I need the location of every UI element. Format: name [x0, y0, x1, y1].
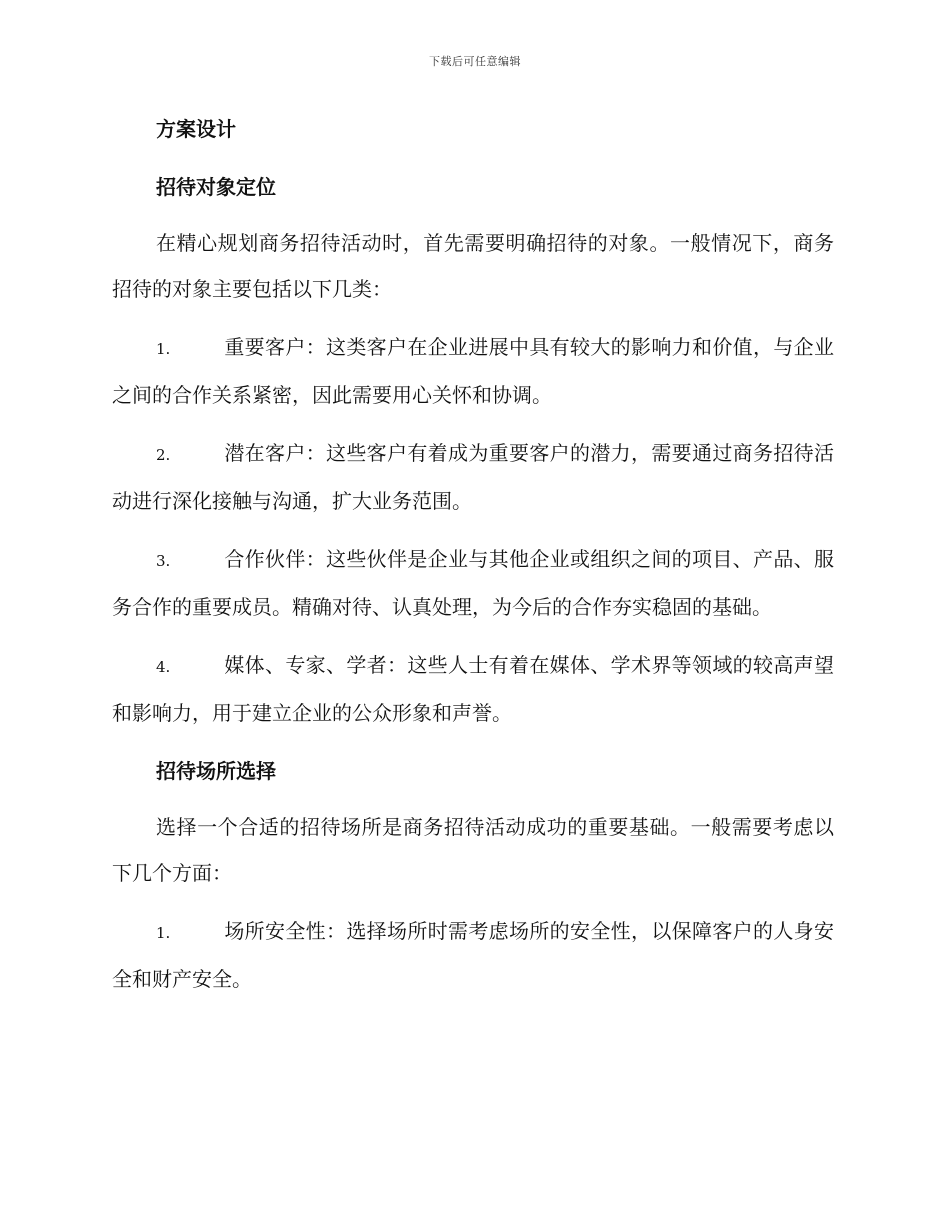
list-number: 1. — [156, 340, 171, 358]
list-text: 合作伙伴：这些伙伴是企业与其他企业或组织之间的项目、产品、服务合作的重要成员。精确对待、认真处理，为今后的合作夯实稳固的基础。 — [112, 547, 834, 619]
section-heading-venue-selection: 招待场所选择 — [156, 759, 276, 783]
list-item — [112, 324, 834, 418]
section-heading-guest-targeting: 招待对象定位 — [156, 175, 276, 199]
list-number: 3. — [156, 552, 171, 570]
list-text: 媒体、专家、学者：这些人士有着在媒体、学术界等领域的较高声望和影响力，用于建立企业的公众形象和声誉。 — [112, 653, 834, 725]
doc-title: 方案设计 — [156, 117, 236, 141]
list-text: 潜在客户：这些客户有着成为重要客户的潜力，需要通过商务招待活动进行深化接触与沟通，扩大业务范围。 — [112, 441, 834, 513]
list-text: 重要客户：这类客户在企业进展中具有较大的影响力和价值，与企业之间的合作关系紧密，因此需要用心关怀和协调。 — [112, 335, 834, 407]
list-item — [112, 908, 834, 1002]
list-item — [112, 536, 834, 630]
page-header-note: 下载后可任意编辑 — [429, 55, 521, 68]
document-body — [112, 112, 834, 1002]
list-number: 4. — [156, 658, 171, 676]
list-text: 场所安全性：选择场所时需考虑场所的安全性，以保障客户的人身安全和财产安全。 — [112, 919, 834, 991]
list-number: 1. — [156, 924, 171, 942]
section2-intro: 选择一个合适的招待场所是商务招待活动成功的重要基础。一般需要考虑以下几个方面： — [112, 815, 834, 885]
list-number: 2. — [156, 446, 171, 464]
list-item — [112, 430, 834, 524]
section1-intro: 在精心规划商务招待活动时，首先需要明确招待的对象。一般情况下，商务招待的对象主要包括以下几类： — [112, 231, 834, 301]
list-item — [112, 642, 834, 736]
